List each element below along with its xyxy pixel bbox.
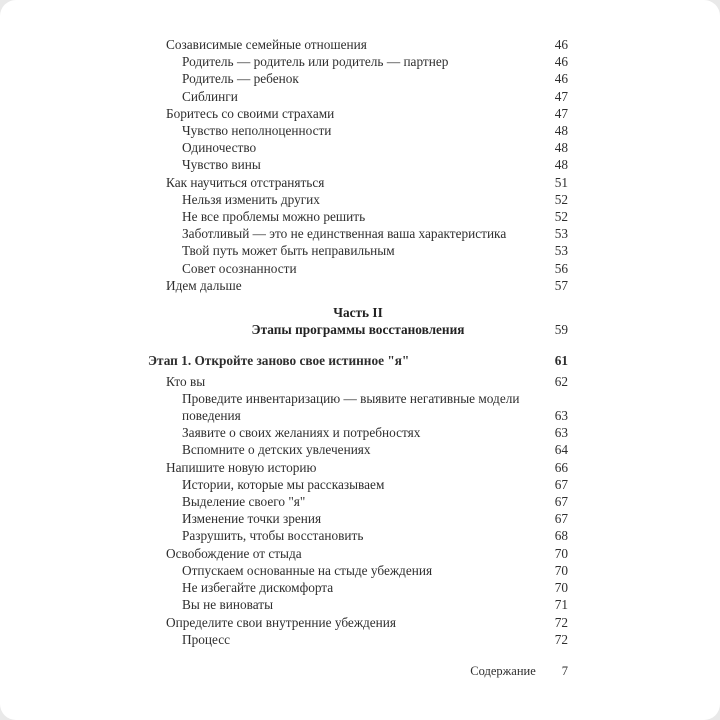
toc-entry-text: Одиночество xyxy=(182,140,257,156)
toc-entry-text: Чувство вины xyxy=(182,157,261,173)
toc-entry-page: 46 xyxy=(554,37,568,52)
toc-entry-row xyxy=(148,562,568,579)
toc-entry-row xyxy=(148,390,568,424)
toc-entry-row xyxy=(148,424,568,441)
toc-entry-text: Определите свои внутренние убеждения xyxy=(166,614,397,630)
toc-entry-text: Созависимые семейные отношения xyxy=(166,37,367,52)
toc-entry-row xyxy=(148,191,568,208)
toc-entry-text: Этап 1. Откройте заново свое истинное "я" xyxy=(148,353,410,369)
toc-entry-page: 51 xyxy=(554,174,568,190)
toc-entry-row xyxy=(148,441,568,458)
toc-entry-page: 64 xyxy=(554,442,568,458)
toc-entry-text: Процесс xyxy=(182,631,231,647)
footer-section-label: Содержание xyxy=(470,664,536,678)
toc-entry-row xyxy=(148,260,568,277)
toc-entry-page: 72 xyxy=(554,614,568,630)
toc-entry-row xyxy=(148,510,568,527)
toc-entry-page: 61 xyxy=(554,353,568,369)
toc-entry-page: 70 xyxy=(554,545,568,561)
footer-page-number: 7 xyxy=(561,664,568,678)
toc-entry-text: Освобождение от стыда xyxy=(166,545,302,561)
toc-entry-page: 59 xyxy=(554,322,568,338)
toc-entry-page: 67 xyxy=(554,476,568,492)
toc-entry-page: 47 xyxy=(554,105,568,121)
toc-entry-row xyxy=(148,545,568,562)
toc-entry-row xyxy=(148,579,568,596)
toc-entry-text: Напишите новую историю xyxy=(166,459,317,475)
toc-entry-page: 47 xyxy=(554,88,568,104)
toc-entry-page: 52 xyxy=(554,191,568,207)
toc-entry-text: Разрушить, чтобы восстановить xyxy=(182,528,364,544)
toc-entry-page: 56 xyxy=(554,260,568,276)
toc-entry-text: Изменение точки зрения xyxy=(182,511,322,527)
toc-entry-page: 68 xyxy=(554,528,568,544)
toc-entry-row xyxy=(148,122,568,139)
toc-entry-page: 48 xyxy=(554,157,568,173)
toc-entry-row xyxy=(148,139,568,156)
toc-entry-row xyxy=(148,527,568,544)
toc-entry-text: Заявите о своих желаниях и потребностях xyxy=(182,425,421,441)
toc-entry-page: 48 xyxy=(554,123,568,139)
toc-entry-page: 71 xyxy=(554,597,568,613)
part-title: Часть II xyxy=(333,305,383,321)
toc-entry-text: Как научиться отстраняться xyxy=(166,174,325,190)
toc-entry-page: 53 xyxy=(554,243,568,259)
toc-entry-row xyxy=(148,225,568,242)
toc-entry-row xyxy=(148,208,568,225)
toc-entry-text: Родитель — родитель или родитель — партнер xyxy=(182,54,449,70)
toc-list xyxy=(148,36,568,648)
toc-entry-text: Истории, которые мы рассказываем xyxy=(182,476,385,492)
toc-entry-row xyxy=(148,70,568,87)
toc-chapter-row xyxy=(148,352,568,369)
toc-entry-row xyxy=(148,373,568,390)
page-footer xyxy=(148,664,568,679)
toc-entry-page: 62 xyxy=(554,373,568,389)
toc-entry-text: Идем дальше xyxy=(166,277,242,293)
toc-entry-row xyxy=(148,277,568,294)
toc-entry-row xyxy=(148,174,568,191)
toc-entry-text: Чувство неполноценности xyxy=(182,123,332,139)
toc-entry-text: Твой путь может быть неправильным xyxy=(182,243,395,259)
toc-entry-page: 46 xyxy=(554,71,568,87)
toc-entry-page: 53 xyxy=(554,226,568,242)
toc-entry-text: Заботливый — это не единственная ваша характеристика xyxy=(182,226,507,242)
toc-entry-text: Родитель — ребенок xyxy=(182,71,299,87)
toc-entry-row xyxy=(148,156,568,173)
toc-entry-text: Кто вы xyxy=(166,373,206,389)
toc-entry-text: Не все проблемы можно решить xyxy=(182,209,366,225)
toc-entry-page: 70 xyxy=(554,562,568,578)
toc-entry-page: 66 xyxy=(554,459,568,475)
toc-entry-text: Не избегайте дискомфорта xyxy=(182,580,334,596)
toc-entry-page: 63 xyxy=(554,408,568,424)
toc-entry-page: 72 xyxy=(554,631,568,647)
toc-entry-text: Проведите инвентаризацию — выявите негативные модели поведения xyxy=(182,390,520,424)
toc-entry-row xyxy=(148,459,568,476)
toc-entry-page: 52 xyxy=(554,209,568,225)
toc-entry-text: Нельзя изменить других xyxy=(182,191,320,207)
toc-entry-row xyxy=(148,596,568,613)
toc-entry-text: Выделение своего "я" xyxy=(182,494,306,510)
toc-entry-page: 70 xyxy=(554,580,568,596)
toc-entry-text: Сиблинги xyxy=(182,88,238,104)
toc-entry-text: Боритесь со своими страхами xyxy=(166,105,335,121)
toc-entry-page: 67 xyxy=(554,511,568,527)
toc-entry-row xyxy=(148,53,568,70)
part-subtitle: Этапы программы восстановления xyxy=(251,322,465,338)
toc-entry-text: Совет осознанности xyxy=(182,260,297,276)
toc-entry-page: 48 xyxy=(554,140,568,156)
toc-entry-text: Вспомните о детских увлечениях xyxy=(182,442,371,458)
toc-entry-page: 63 xyxy=(554,425,568,441)
toc-entry-row xyxy=(148,105,568,122)
toc-entry-page: 46 xyxy=(554,54,568,70)
toc-entry-text: Отпускаем основанные на стыде убеждения xyxy=(182,562,433,578)
toc-entry-row xyxy=(148,242,568,259)
toc-entry-row xyxy=(148,36,568,53)
toc-entry-row xyxy=(148,631,568,648)
toc-entry-page: 57 xyxy=(554,277,568,293)
part-heading xyxy=(148,304,568,338)
toc-entry-text: Вы не виноваты xyxy=(182,597,274,613)
toc-entry-row xyxy=(148,476,568,493)
toc-entry-row xyxy=(148,88,568,105)
toc-entry-row xyxy=(148,493,568,510)
toc-entry-row xyxy=(148,614,568,631)
toc-entry-page: 67 xyxy=(554,494,568,510)
